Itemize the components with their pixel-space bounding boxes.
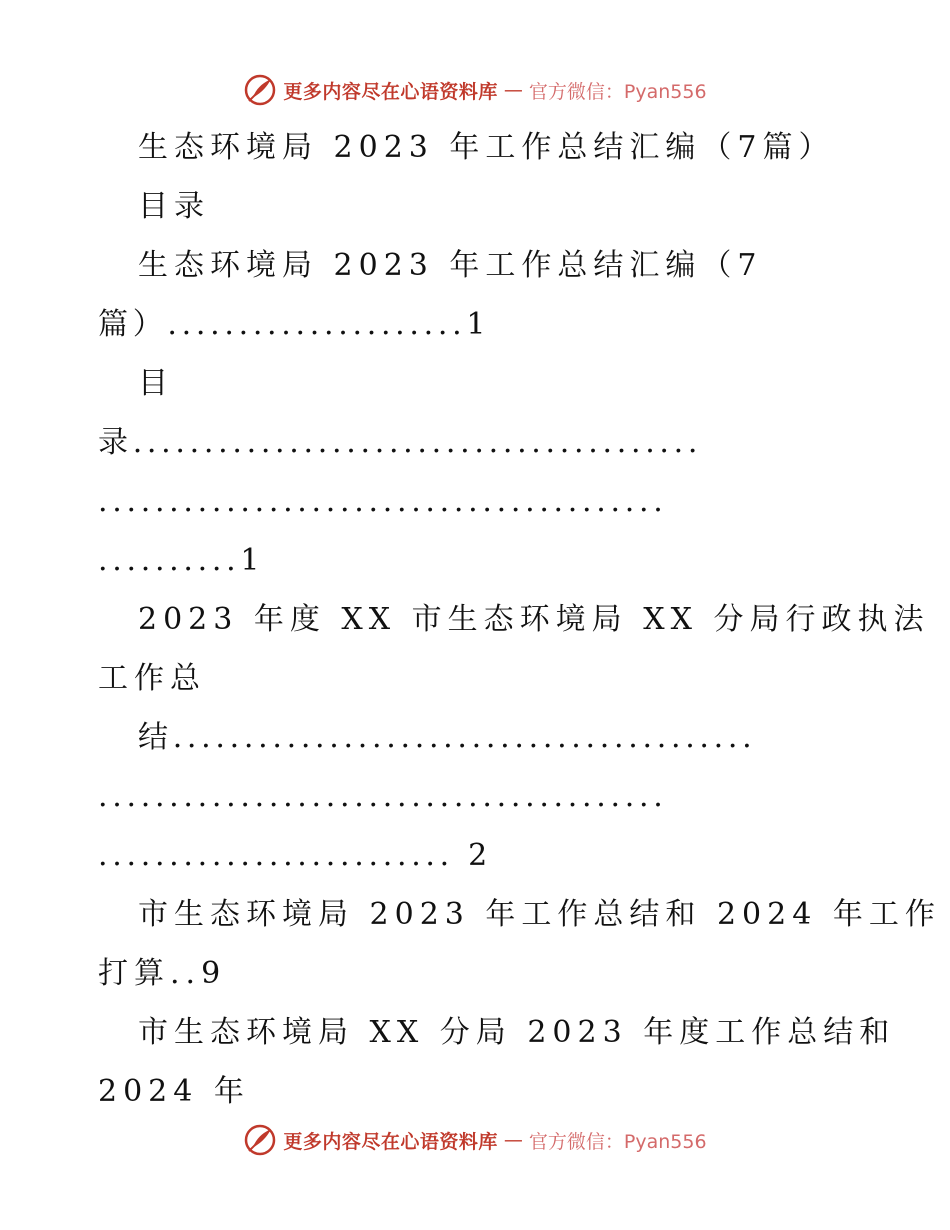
toc-entry-3-line-2: 工作总 [98,661,206,696]
toc-entry-3-line-3: 结......................................... [138,720,757,755]
toc-heading: 目录 [138,189,210,224]
document-title: 生态环境局 2023 年工作总结汇编（7篇） [138,130,835,165]
toc-entry-3-line-5: ......................... 2 [98,838,492,873]
toc-entry-5-line-2: 2024 年 [98,1074,250,1109]
document-body [98,118,941,1121]
toc-entry-2-line-3: ........................................ [98,484,668,519]
banner-contact-text: 官方微信：Pyan556 [528,1130,707,1153]
footer-banner [0,1120,950,1160]
feather-logo-icon [243,1123,277,1157]
toc-entry-5-line-1: 市生态环境局 XX 分局 2023 年度工作总结和 [138,1015,896,1050]
banner-brand-text: 更多内容尽在心语资料库 [283,1130,498,1153]
toc-entry-4-line-2: 打算..9 [98,956,227,991]
header-banner [0,70,950,110]
toc-entry-1-line-2: 篇）.....................1 [98,307,491,342]
toc-entry-2-line-1: 目 [138,366,174,401]
banner-brand-text: 更多内容尽在心语资料库 [283,80,498,103]
toc-entry-4-line-1: 市生态环境局 2023 年工作总结和 2024 年工作 [138,897,941,932]
feather-logo-icon [243,73,277,107]
toc-entry-1-line-1: 生态环境局 2023 年工作总结汇编（7 [138,248,763,283]
toc-entry-2-line-2: 录........................................ [98,425,703,460]
banner-dash: — [503,1129,523,1151]
toc-entry-3-line-4: ........................................ [98,779,668,814]
banner-contact-text: 官方微信：Pyan556 [528,80,707,103]
toc-entry-2-line-4: ..........1 [98,543,265,578]
banner-dash: — [503,79,523,101]
toc-entry-3-line-1: 2023 年度 XX 市生态环境局 XX 分局行政执法 [138,602,930,637]
